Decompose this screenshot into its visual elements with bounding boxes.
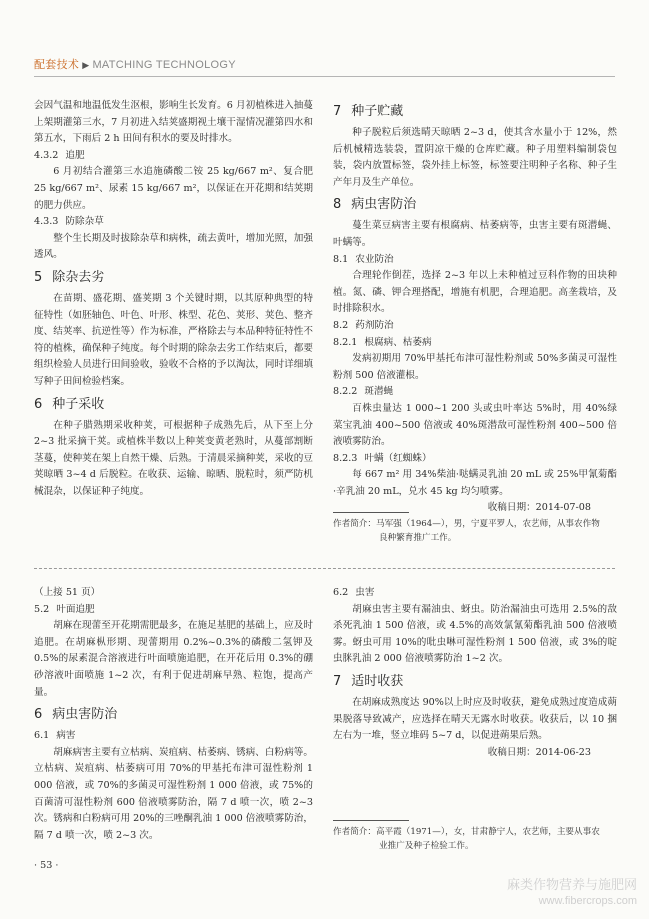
section-heading xyxy=(34,268,313,288)
paragraph: 合理轮作倒茬，选择 2~3 年以上未种植过豆科作物的田块种植。氮、磷、钾合理搭配，增施有机肥，合理追肥。高垄栽培，及时排除积水。 xyxy=(333,270,617,315)
author-note-label: 作者简介： xyxy=(333,519,376,529)
header-section-en: MATCHING TECHNOLOGY xyxy=(92,59,236,71)
header-arrow-icon: ▶ xyxy=(82,60,90,70)
page-number: · 53 · xyxy=(34,860,59,871)
subsection-heading xyxy=(333,384,617,401)
heading-number: 5.2 xyxy=(34,603,50,615)
subsection-heading xyxy=(333,585,617,602)
received-date: 收稿日期：2014-06-23 xyxy=(487,746,591,758)
paragraph: 百株虫量达 1 000~1 200 头或虫叶率达 5%时，用 40%绿菜宝乳油 400~500 倍液或 40%斑潜敌可湿性粉剂 400~500 倍液喷雾防治。 xyxy=(333,402,617,448)
heading-text: 病虫害防治 xyxy=(52,707,118,723)
heading-number: 8.2.2 xyxy=(333,386,358,398)
heading-number: 5 xyxy=(34,269,43,285)
heading-text: 防除杂草 xyxy=(65,216,104,228)
paragraph: 整个生长期及时拔除杂草和病株，疏去黄叶，增加光照，加强透风。 xyxy=(34,232,313,261)
author-note-line2: 良种繁育推广工作。 xyxy=(379,533,457,543)
subsection-heading xyxy=(333,335,617,352)
section-heading xyxy=(333,102,617,122)
heading-text: 药剂防治 xyxy=(355,319,394,331)
heading-text: 除杂去劣 xyxy=(52,269,105,285)
author-note-top xyxy=(333,517,617,545)
author-note-bottom xyxy=(333,825,617,853)
author-note-line1: 马军强（1964—），男，宁夏平罗人，农艺师，从事农作物 xyxy=(375,519,600,529)
heading-number: 7 xyxy=(333,673,342,689)
article-divider xyxy=(34,568,615,569)
header-rule xyxy=(34,76,615,77)
heading-number: 6 xyxy=(34,396,43,412)
top-right-column xyxy=(333,98,617,517)
paragraph: 胡麻病害主要有立枯病、炭疽病、枯萎病、锈病、白粉病等。立枯病、炭疽病、枯萎病可用 70%的甲基托布津可湿性粉剂 1 000 倍液，或 70%的多菌灵可湿性粉剂 1 000 倍液，或 75%的百菌清可湿性粉剂 600 倍液喷雾防治，隔 7 d 喷一次，喷 2~3 次。锈病和白粉病可用 20%的三唑酮乳油 1 000 倍液喷雾防治，隔 7 d 喷一次，喷 2~3 次。 xyxy=(34,746,313,841)
heading-number: 8 xyxy=(333,197,342,213)
subsection-heading xyxy=(333,451,617,468)
section-heading xyxy=(34,395,313,415)
author-note-line1: 高平霞（1971—），女，甘肃静宁人，农艺师，主要从事农 xyxy=(375,827,600,837)
heading-text: 叶螨（红蜘蛛） xyxy=(364,452,432,464)
heading-number: 8.2.1 xyxy=(333,336,358,348)
heading-text: 根腐病、枯萎病 xyxy=(364,336,432,348)
paragraph: 在胡麻成熟度达 90%以上时应及时收获，避免成熟过度造成蒴果脱落导致减产，应选择在晴天无露水时收获。收获后，以 10 捆左右为一堆，竖立堆码 5~7 d，以促进蒴果后熟。 xyxy=(333,696,617,742)
heading-number: 4.3.3 xyxy=(34,216,59,228)
watermark-title: 麻类作物营养与施肥网 xyxy=(506,877,637,892)
heading-number: 6.1 xyxy=(34,730,50,742)
watermark-url: www.fibercrops.com xyxy=(538,895,637,907)
paragraph: 在苗期、盛花期、盛荚期 3 个关键时期，以其原种典型的特征特性（如胚轴色、叶色、叶形、株型、花色、荚形、荚色、整齐度、结荚率、抗逆性等）作为标准，严格除去与本品种特征特性不符的植株，确保种子纯度。每个时期的除杂去劣工作结束后，都要组织检验人员进行田间验收，验收不合格的予以淘汰，同时详细填写种子田间检验档案。 xyxy=(34,292,313,387)
paragraph: 6 月初结合灌第三水追施磷酸二铵 25 kg/667 m²、复合肥 25 kg/667 m²、尿素 15 kg/667 m²，以保证在开花期和结荚期的肥力供应。 xyxy=(34,166,313,211)
heading-number: 6.2 xyxy=(333,587,349,598)
heading-number: 4.3.2 xyxy=(34,149,59,161)
section-heading xyxy=(34,705,313,725)
subsection-heading xyxy=(333,252,617,269)
paragraph: 胡麻虫害主要有漏油虫、蚜虫。防治漏油虫可选用 2.5%的敌杀死乳油 1 500 倍液，或 4.5%的高效氯氰菊酯乳油 500 倍液喷雾。蚜虫可用 10%的吡虫啉可湿性粉剂 1 500 倍液，或 3%的啶虫脒乳油 2 000 倍液喷雾防治 1~2 次。 xyxy=(333,603,617,665)
heading-text: 叶面追肥 xyxy=(56,603,95,615)
subsection-heading xyxy=(34,148,313,165)
heading-number: 8.1 xyxy=(333,253,349,265)
heading-text: 虫害 xyxy=(355,587,375,598)
paragraph: 发病初期用 70%甲基托布津可湿性粉剂或 50%多菌灵可湿性粉剂 500 倍液灌根。 xyxy=(333,353,617,381)
subsection-heading xyxy=(333,318,617,335)
paragraph: 蔓生菜豆病害主要有根腐病、枯萎病等，虫害主要有斑潜蝇、叶螨等。 xyxy=(333,220,617,248)
paragraph: 每 667 m² 用 34%柴油·哒螨灵乳油 20 mL 或 25%甲氰菊酯·辛乳油 20 mL，兑水 45 kg 均匀喷雾。 xyxy=(333,469,617,497)
heading-text: 追肥 xyxy=(65,149,85,161)
heading-number: 7 xyxy=(333,104,342,119)
author-note-label: 作者简介： xyxy=(333,827,376,837)
heading-text: 种子贮藏 xyxy=(351,104,404,119)
paragraph: 种子脱粒后须选晴天晾晒 2~3 d，使其含水量小于 12%，然后机械精选装袋，置阴凉干燥的仓库贮藏。种子用塑料编制袋包装，袋内放置标签，袋外挂上标签，标签要注明种子名称、种子生产年月及生产单位。 xyxy=(333,127,617,188)
section-heading xyxy=(333,672,617,692)
heading-number: 6 xyxy=(34,707,43,723)
section-heading xyxy=(333,195,617,215)
author-note-rule xyxy=(333,512,409,513)
watermark xyxy=(507,877,637,909)
heading-text: 病害 xyxy=(56,730,76,742)
paragraph: （上接 51 页） xyxy=(34,587,101,598)
bottom-right-column xyxy=(333,585,617,761)
heading-number: 8.2.3 xyxy=(333,452,358,464)
author-note-rule-bottom xyxy=(333,820,409,821)
heading-text: 病虫害防治 xyxy=(351,197,417,213)
author-note-line2: 业推广及种子检验工作。 xyxy=(379,841,474,851)
heading-text: 种子采收 xyxy=(52,396,105,412)
paragraph: 在种子腊熟期采收种荚，可根据种子成熟先后，从下至上分 2~3 批采摘干荚。或植株半数以上种荚变黄老熟时，从蔓部割断茎蔓，使种荚在架上自然干燥、后熟。于清晨采摘种荚，采收的豆荚晾晒 3~4 d 后脱粒。在收获、运输、晾晒、脱粒时，须严防机械混杂，以保证种子纯度。 xyxy=(34,419,313,497)
running-header xyxy=(34,56,236,72)
paragraph: 会因气温和地温低发生沤根，影响生长发育。6 月初植株进入抽蔓上架期灌第三水，7 月初进入结荚盛期视土壤干湿情况灌第四水和第五水，下雨后 2 h 田间有积水的要及时排水。 xyxy=(34,100,313,145)
header-section-cn: 配套技术 xyxy=(34,59,80,71)
top-left-column xyxy=(34,98,313,500)
subsection-heading xyxy=(34,728,313,745)
heading-text: 斑潜蝇 xyxy=(364,386,394,398)
subsection-heading xyxy=(34,214,313,231)
received-date: 收稿日期：2014-07-08 xyxy=(487,502,591,514)
bottom-left-column xyxy=(34,585,313,844)
heading-text: 适时收获 xyxy=(351,673,404,689)
heading-text: 农业防治 xyxy=(355,253,394,265)
heading-number: 8.2 xyxy=(333,319,349,331)
subsection-heading xyxy=(34,602,313,619)
paragraph: 胡麻在现蕾至开花期需肥最多，在施足基肥的基础上，应及时追肥。在胡麻枞形期、现蕾期用 0.2%~0.3%的磷酸二氢钾及 0.5%的尿素混合溶液进行叶面喷施追肥，在开花后用 0.3%的硼砂溶液叶面喷施 1~2 次，有利于促进胡麻早熟、粒饱，提高产量。 xyxy=(34,620,313,698)
